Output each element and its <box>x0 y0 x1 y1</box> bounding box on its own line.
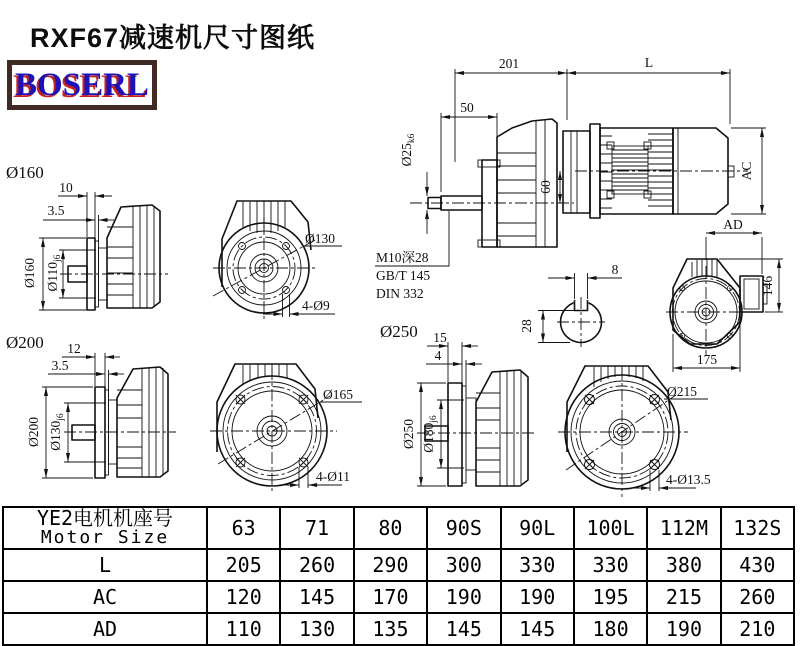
row-label: AD <box>3 613 207 645</box>
dim-d160: Ø160 <box>22 258 37 288</box>
dim-L: L <box>644 55 654 70</box>
dim-10: 10 <box>59 180 73 195</box>
table-cell: 132S <box>721 507 794 549</box>
table-cell: 63 <box>207 507 280 549</box>
table-cell: 110 <box>207 613 280 645</box>
dim-bolt-circle-130: Ø130 <box>305 231 335 246</box>
table-row-L <box>3 549 794 581</box>
motor-size-label-en: Motor Size <box>40 527 170 549</box>
dim-d180: $Ø180_{j6}$ <box>421 415 439 453</box>
dimension-table <box>2 506 795 646</box>
table-row-AD <box>3 613 794 645</box>
table-cell: 180 <box>574 613 647 645</box>
dim-3p5: 3.5 <box>47 203 65 218</box>
table-cell: 215 <box>647 581 720 613</box>
table-cell: 190 <box>427 581 500 613</box>
dim-28: 28 <box>519 319 534 333</box>
dim-4: 4 <box>434 348 442 363</box>
table-cell: 205 <box>207 549 280 581</box>
table-cell: 145 <box>501 613 574 645</box>
dim-d110: $Ø110_{j6}$ <box>45 254 63 292</box>
table-cell: 170 <box>354 581 427 613</box>
flange-250 <box>380 322 711 497</box>
table-cell: 190 <box>501 581 574 613</box>
table-header-row <box>3 507 794 549</box>
table-cell: 135 <box>354 613 427 645</box>
dim-holes-9: 4-Ø9 <box>302 298 330 313</box>
boserl-logo <box>7 60 157 110</box>
table-header-cell <box>3 507 207 549</box>
flange-160-label: Ø160 <box>6 163 44 182</box>
dim-AC: AC <box>739 161 754 181</box>
table-cell: 71 <box>280 507 353 549</box>
dim-201: 201 <box>498 56 520 71</box>
dim-d200: Ø200 <box>26 417 41 447</box>
table-cell: 210 <box>721 613 794 645</box>
table-cell: 80 <box>354 507 427 549</box>
flange-200-label: Ø200 <box>6 333 44 352</box>
table-cell: 100L <box>574 507 647 549</box>
dim-146: 146 <box>760 275 775 297</box>
dim-60: 60 <box>538 180 553 194</box>
standard-1: GB/T 145 <box>376 268 431 283</box>
table-cell: 145 <box>280 581 353 613</box>
thread-note: M10深28 <box>376 250 429 265</box>
flange-160 <box>6 163 342 319</box>
table-cell: 90L <box>501 507 574 549</box>
flange-250-label: Ø250 <box>380 322 418 341</box>
table-cell: 300 <box>427 549 500 581</box>
dim-holes-13p5: 4-Ø13.5 <box>666 472 711 487</box>
dim-3p5b: 3.5 <box>51 358 69 373</box>
table-cell: 130 <box>280 613 353 645</box>
dim-175: 175 <box>696 352 718 367</box>
dim-AD: AD <box>723 217 743 232</box>
row-label: L <box>3 549 207 581</box>
table-cell: 190 <box>647 613 720 645</box>
dim-bolt-circle-215: Ø215 <box>667 384 697 399</box>
dim-15: 15 <box>433 330 447 345</box>
table-cell: 290 <box>354 549 427 581</box>
table-cell: 112M <box>647 507 720 549</box>
table-cell: 330 <box>501 549 574 581</box>
ad-view <box>666 217 783 372</box>
standard-2: DIN 332 <box>376 286 424 301</box>
motor-size-label-cn: YE2电机机座号 <box>36 506 174 531</box>
dim-12: 12 <box>67 341 81 356</box>
table-row-AC <box>3 581 794 613</box>
dim-d250: Ø250 <box>401 419 416 449</box>
table-cell: 380 <box>647 549 720 581</box>
page-title: RXF67减速机尺寸图纸 <box>30 23 316 53</box>
table-cell: 260 <box>721 581 794 613</box>
dim-8: 8 <box>611 262 619 277</box>
table-cell: 260 <box>280 549 353 581</box>
table-cell: 330 <box>574 549 647 581</box>
dim-bolt-circle-165: Ø165 <box>323 387 353 402</box>
table-cell: 120 <box>207 581 280 613</box>
dim-d130: $Ø130_{j6}$ <box>48 413 66 451</box>
table-cell: 145 <box>427 613 500 645</box>
table-cell: 90S <box>427 507 500 549</box>
table-cell: 430 <box>721 549 794 581</box>
dim-50: 50 <box>460 100 474 115</box>
logo-text: BOSERL <box>15 66 149 103</box>
flange-200 <box>6 333 362 494</box>
dim-holes-11: 4-Ø11 <box>316 469 350 484</box>
dim-shaft-dia: $Ø25_{k6}$ <box>399 133 417 167</box>
table-cell: 195 <box>574 581 647 613</box>
shaft-key-section <box>519 262 622 347</box>
row-label: AC <box>3 581 207 613</box>
